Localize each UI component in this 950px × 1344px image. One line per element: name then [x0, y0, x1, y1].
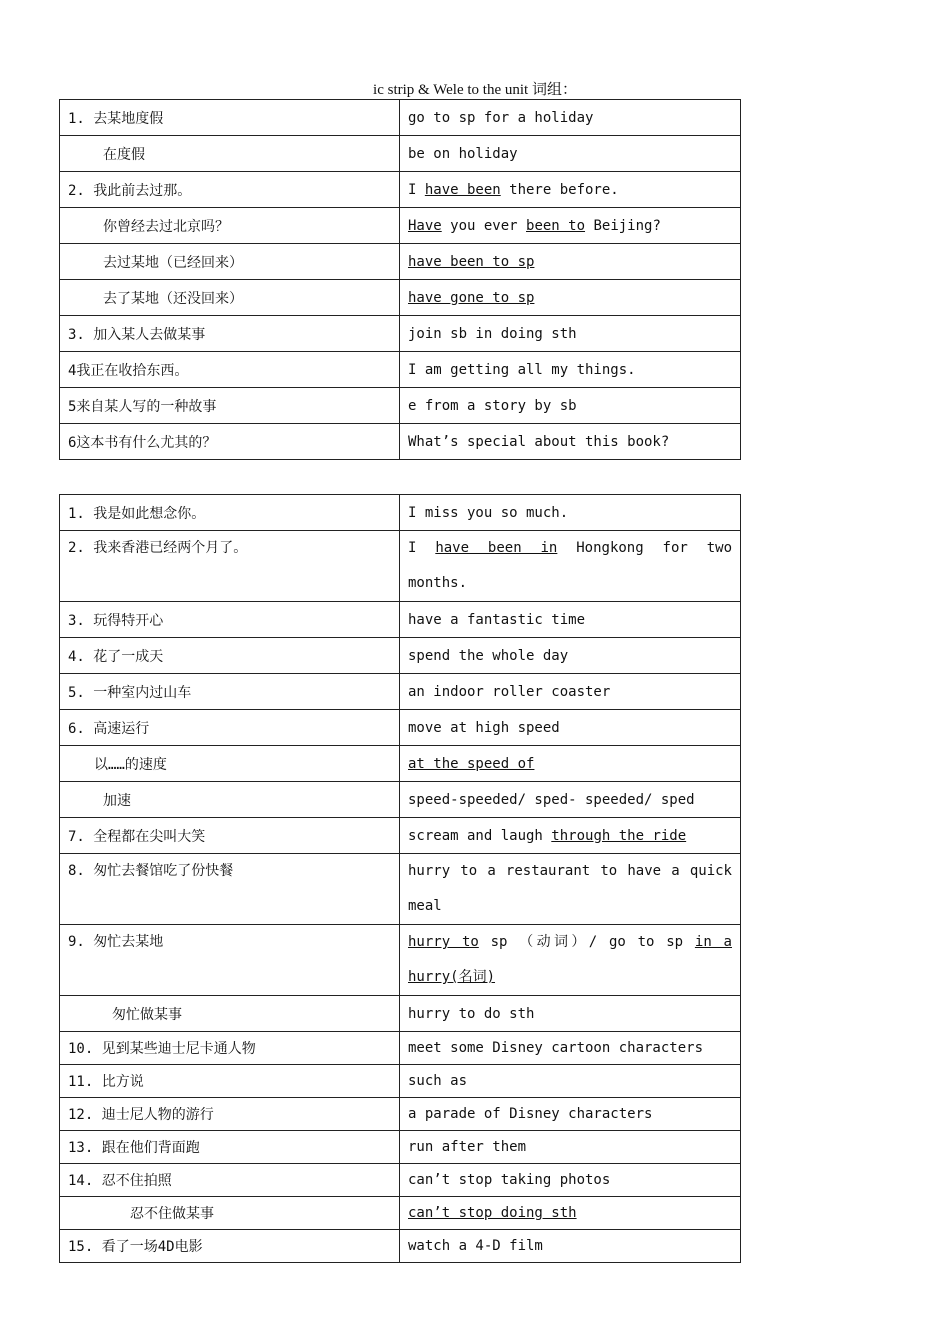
- english-phrase: hurry to do sth: [400, 996, 741, 1032]
- english-phrase: What’s special about this book?: [400, 424, 741, 460]
- chinese-phrase: 去了某地（还没回来）: [60, 280, 400, 316]
- english-phrase: [400, 1197, 741, 1230]
- table-row: [60, 710, 741, 746]
- english-phrase: an indoor roller coaster: [400, 674, 741, 710]
- text-line: [408, 925, 732, 960]
- table-row: [60, 1131, 741, 1164]
- english-phrase: [400, 925, 741, 996]
- phrase-table-1: [59, 99, 741, 460]
- table-row: [60, 424, 741, 460]
- text-line: [408, 960, 732, 995]
- table-row: [60, 244, 741, 280]
- underlined-text: at the speed of: [408, 755, 535, 772]
- chinese-phrase: 以……的速度: [60, 746, 400, 782]
- english-phrase: move at high speed: [400, 710, 741, 746]
- text-part: I: [408, 540, 436, 556]
- english-phrase: spend the whole day: [400, 638, 741, 674]
- underlined-text: have gone to sp: [408, 289, 535, 306]
- chinese-phrase: 1. 去某地度假: [60, 100, 400, 136]
- english-phrase: [400, 208, 741, 244]
- chinese-phrase: 5来自某人写的一种故事: [60, 388, 400, 424]
- table-row: [60, 925, 741, 996]
- english-phrase: be on holiday: [400, 136, 741, 172]
- text-line: hurry to a restaurant to have a quick: [408, 863, 732, 879]
- underlined-text: hurry to: [408, 934, 479, 950]
- underlined-text: Have: [408, 217, 442, 234]
- table-row: [60, 1032, 741, 1065]
- chinese-phrase: 15. 看了一场4D电影: [60, 1230, 400, 1263]
- underlined-text: been to: [526, 217, 586, 234]
- english-phrase: [400, 244, 741, 280]
- english-phrase: go to sp for a holiday: [400, 100, 741, 136]
- english-phrase: [400, 280, 741, 316]
- chinese-phrase: 9. 匆忙去某地: [60, 925, 400, 996]
- english-phrase: I miss you so much.: [400, 495, 741, 531]
- table-row: [60, 280, 741, 316]
- underlined-text: hurry(名词): [408, 969, 496, 985]
- table-row: [60, 1098, 741, 1131]
- table-row: [60, 782, 741, 818]
- underlined-text: can’t stop doing sth: [408, 1205, 577, 1221]
- table-row: [60, 602, 741, 638]
- chinese-phrase: 4我正在收拾东西。: [60, 352, 400, 388]
- english-phrase: [400, 172, 741, 208]
- chinese-phrase: 14. 忍不住拍照: [60, 1164, 400, 1197]
- table-row: [60, 1065, 741, 1098]
- phrase-table-2: [59, 494, 741, 1263]
- underlined-text: have been in: [435, 540, 558, 556]
- table-row: [60, 388, 741, 424]
- text-part: you ever: [441, 217, 527, 234]
- chinese-phrase: 匆忙做某事: [60, 996, 400, 1032]
- table-row: [60, 638, 741, 674]
- chinese-phrase: 10. 见到某些迪士尼卡通人物: [60, 1032, 400, 1065]
- english-phrase: a parade of Disney characters: [400, 1098, 741, 1131]
- chinese-phrase: 11. 比方说: [60, 1065, 400, 1098]
- chinese-phrase: 你曾经去过北京吗？: [60, 208, 400, 244]
- text-part: there before.: [500, 181, 619, 198]
- chinese-phrase: 3. 玩得特开心: [60, 602, 400, 638]
- english-phrase: meet some Disney cartoon characters: [400, 1032, 741, 1065]
- text-part: sp （动词）/ go to sp: [478, 934, 695, 950]
- chinese-phrase: 4. 花了一成天: [60, 638, 400, 674]
- chinese-phrase: 5. 一种室内过山车: [60, 674, 400, 710]
- table-row: [60, 996, 741, 1032]
- chinese-phrase: 2. 我来香港已经两个月了。: [60, 531, 400, 602]
- english-phrase: have a fantastic time: [400, 602, 741, 638]
- text-line: meal: [408, 898, 442, 914]
- text-part: scream and laugh: [408, 827, 552, 844]
- underlined-text: have been to sp: [408, 253, 535, 270]
- english-phrase: watch a 4-D film: [400, 1230, 741, 1263]
- table-row: [60, 316, 741, 352]
- chinese-phrase: 忍不住做某事: [60, 1197, 400, 1230]
- table-row: [60, 818, 741, 854]
- chinese-phrase: 6这本书有什么尤其的？: [60, 424, 400, 460]
- table-row: [60, 531, 741, 602]
- table-row: [60, 172, 741, 208]
- text-part: Hongkong for two: [557, 540, 732, 556]
- text-part: I: [408, 181, 425, 198]
- text-line: [408, 531, 732, 566]
- table-row: [60, 746, 741, 782]
- chinese-phrase: 加速: [60, 782, 400, 818]
- text-line: months.: [408, 575, 468, 591]
- english-phrase: speed-speeded/ sped- speeded/ sped: [400, 782, 741, 818]
- english-phrase: join sb in doing sth: [400, 316, 741, 352]
- chinese-phrase: 3. 加入某人去做某事: [60, 316, 400, 352]
- chinese-phrase: 8. 匆忙去餐馆吃了份快餐: [60, 854, 400, 925]
- english-phrase: [400, 746, 741, 782]
- underlined-text: in a: [694, 934, 732, 950]
- table-row: [60, 1164, 741, 1197]
- chinese-phrase: 去过某地（已经回来）: [60, 244, 400, 280]
- english-phrase: I am getting all my things.: [400, 352, 741, 388]
- chinese-phrase: 13. 跟在他们背面跑: [60, 1131, 400, 1164]
- underlined-text: through the ride: [551, 827, 687, 844]
- table-row: [60, 136, 741, 172]
- table-row: [60, 495, 741, 531]
- chinese-phrase: 1. 我是如此想念你。: [60, 495, 400, 531]
- english-phrase: can’t stop taking photos: [400, 1164, 741, 1197]
- table-row: [60, 674, 741, 710]
- underlined-text: have been: [424, 181, 501, 198]
- table-row: [60, 1197, 741, 1230]
- english-phrase: such as: [400, 1065, 741, 1098]
- chinese-phrase: 在度假: [60, 136, 400, 172]
- page-title: ic strip & Wele to the unit 词组：: [373, 82, 577, 98]
- table-row: [60, 208, 741, 244]
- table-row: [60, 854, 741, 925]
- english-phrase: run after them: [400, 1131, 741, 1164]
- chinese-phrase: 12. 迪士尼人物的游行: [60, 1098, 400, 1131]
- english-phrase: [400, 531, 741, 602]
- table-row: [60, 352, 741, 388]
- chinese-phrase: 2. 我此前去过那。: [60, 172, 400, 208]
- english-phrase: [400, 854, 741, 925]
- chinese-phrase: 7. 全程都在尖叫大笑: [60, 818, 400, 854]
- table-row: [60, 100, 741, 136]
- english-phrase: [400, 818, 741, 854]
- text-part: Beijing?: [585, 217, 661, 234]
- english-phrase: e from a story by sb: [400, 388, 741, 424]
- table-row: [60, 1230, 741, 1263]
- chinese-phrase: 6. 高速运行: [60, 710, 400, 746]
